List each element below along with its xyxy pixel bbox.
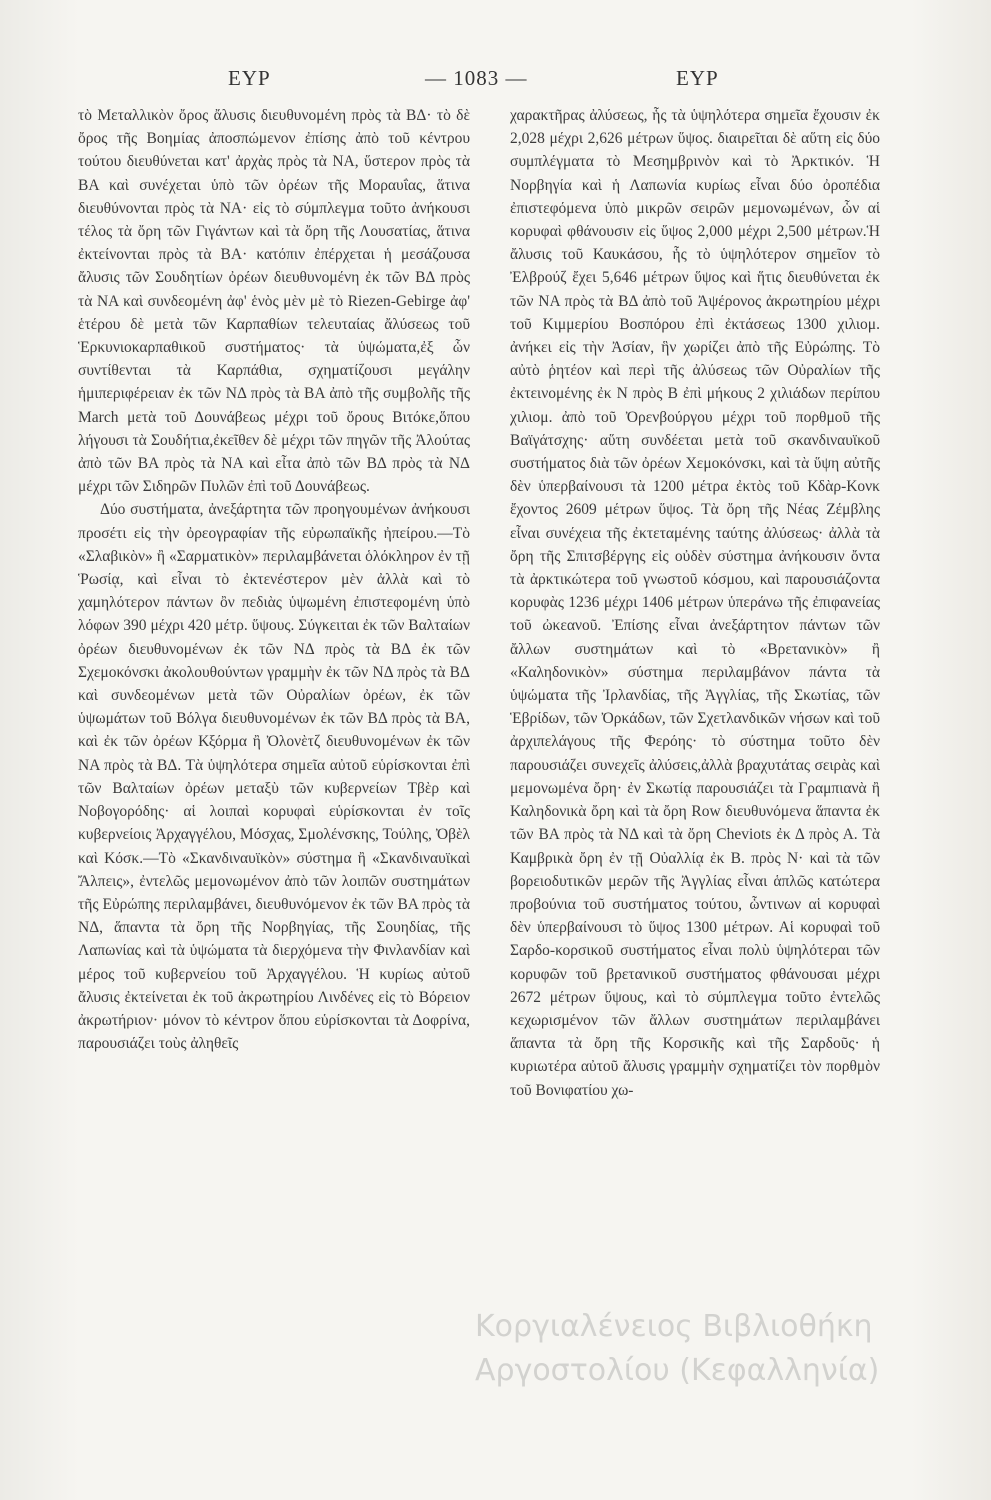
watermark-line: Κοργιαλένειος Βιβλιοθήκη	[475, 1309, 873, 1344]
watermark-line: Αργοστολίου (Κεφαλληνία)	[475, 1353, 880, 1388]
running-header	[0, 66, 991, 96]
header-right-guideword: ΕΥΡ	[676, 66, 719, 90]
paragraph: χαρακτῆρας ἀλύσεως, ἧς τὰ ὑψηλότερα σημεῖα ἔχουσιν ἐκ 2,028 μέχρι 2,626 μέτρων ὕψος. διαιρεῖται δὲ αὕτη εἰς δύο συμπλέγματα τὸ Μεσημβρινὸν καὶ τὸ Ἀρκτικόν. Ἡ Νορβηγία καὶ ἡ Λαπωνία κυρίως εἶναι δύο ὀροπέδια ἐπιστεφόμενα ὑπὸ μικρῶν σειρῶν μεμονωμένων, ὧν αἱ κορυφαὶ φθάνουσιν εἰς ὕψος 2,000 μέχρι 2,500 μέτρων.Ἡ ἄλυσις τοῦ Καυκάσου, ἧς τὸ ὑψηλότερον σημεῖον τὸ Ἐλβρούζ ἔχει 5,646 μέτρων ὕψος καὶ ἥτις διευθύνεται ἐκ τῶν ΝΑ πρὸς τὰ ΒΔ ἀπὸ τοῦ Ἀψέρονος ἀκρωτηρίου μέχρι τοῦ Κιμμερίου Βοσπόρου ἐπὶ ἐκτάσεως 1300 χιλιομ. ἀνήκει εἰς τὴν Ἀσίαν, ἣν χωρίζει ἀπὸ τῆς Εὐρώπης. Τὸ αὐτὸ ῥητέον καὶ περὶ τῆς ἀλύσεως τῶν Οὐραλίων τῆς ἐκτεινομένης ἐκ Ν πρὸς Β ἐπὶ μήκους 2 χιλιάδων περίπου χιλιομ. ἀπὸ τοῦ Ὀρενβούργου μέχρι τοῦ πορθμοῦ τῆς Βαϊγάτσχης· αὕτη συνδέεται μετὰ τοῦ σκανδιναυϊκοῦ συστήματος διὰ τῶν ὀρέων Χεμοκόνσκι, καὶ τὰ ὕψη αὐτῆς δὲν ὑπερβαίνουσι τὰ 1200 μέτρα ἐκτὸς τοῦ Κδὰρ-Κονκ ἔχοντος 2609 μέτρων ὕψος. Τὰ ὄρη τῆς Νέας Ζέμβλης εἶναι συνέχεια τῆς ἐκτεταμένης ταύτης ἀλύσεως· ἀλλὰ τὰ ὄρη τῆς Σπιτσβέργης εἰς οὐδὲν σύστημα ἀνήκουσιν ὄντα τὰ ἀρκτικώτερα τοῦ γνωστοῦ κόσμου, καὶ παρουσιάζοντα κορυφὰς 1236 μέχρι 1406 μέτρων ὑπεράνω τῆς ἐπιφανείας τοῦ ὠκεανοῦ. Ἐπίσης εἶναι ἀνεξάρτητον πάντων τῶν ἄλλων συστημάτων καὶ τὸ «Βρετανικὸν» ἢ «Καληδονικὸν» σύστημα περιλαμβάνον πάντα τὰ ὑψώματα τῆς Ἰρλανδίας, τῆς Ἀγγλίας, τῆς Σκωτίας, τῶν Ἑβρίδων, τῶν Ὀρκάδων, τῶν Σχετλανδικῶν νήσων καὶ τοῦ ἀρχιπελάγους τῆς Φερόης· τὸ σύστημα τοῦτο δὲν παρουσιάζει συνεχεῖς ἀλύσεις,ἀλλὰ βραχυτάτας σειρὰς καὶ μεμονωμένα ὄρη· ἐν Σκωτίᾳ παρουσιάζει τὰ Γραμπιανὰ ἢ Καληδονικὰ ὄρη καὶ τὰ ὄρη Row διευθυνόμενα ἅπαντα ἐκ τῶν ΒΑ πρὸς τὰ ΝΔ καὶ τὰ ὄρη Cheviots ἐκ Δ πρὸς Α. Τὰ Καμβρικὰ ὄρη ἐν τῇ Οὐαλλίᾳ ἐκ Β. πρὸς Ν· καὶ τὰ τῶν βορειοδυτικῶν μερῶν τῆς Ἀγγλίας εἶναι ἁπλῶς κατώτερα προβούνια τοῦ συστήματος τούτου, ὧντινων αἱ κορυφαὶ δὲν ὑπερβαίνουσι τὸ ὕψος 1300 μέτρων. Αἱ κορυφαὶ τοῦ Σαρδο-κορσικοῦ συστήματος εἶναι πολὺ ὑψηλότεραι τῶν κορυφῶν τοῦ βρετανικοῦ συστήματος φθάνουσαι μέχρι 2672 μέτρων ὕψους, καὶ τὸ σύμπλεγμα τοῦτο ἐντελῶς κεχωρισμένον τῶν ἄλλων συστημάτων περιλαμβάνει ἅπαντα τὰ ὄρη τῆς Κορσικῆς καὶ τῆς Σαρδοῦς· ἡ κυριωτέρα αὐτοῦ ἄλυσις γραμμὴν σχηματίζει τὸν πορθμὸν τοῦ Βονιφατίου χω-	[510, 107, 880, 1099]
right-text-column	[510, 104, 880, 1102]
left-text-column	[78, 104, 470, 1055]
page-number: — 1083 —	[425, 66, 528, 90]
header-left-guideword: ΕΥΡ	[228, 66, 271, 90]
paragraph: Δύο συστήματα, ἀνεξάρτητα τῶν προηγουμένων ἀνήκουσι προσέτι εἰς τὴν ὀρεογραφίαν τῆς εὐρωπαϊκῆς ἠπείρου.—Τὸ «Σλαβικὸν» ἢ «Σαρματικὸν» περιλαμβάνεται ὁλόκληρον ἐν τῇ Ῥωσίᾳ, καὶ εἶναι τὸ ἐκτενέστερον μὲν ἀλλὰ καὶ τὸ χαμηλότερον πάντων ὂν πεδιὰς ὑψωμένη ἐπιστεφομένη ὑπὸ λόφων 390 μέχρι 420 μέτρ. ὕψους. Σύγκειται ἐκ τῶν Βαλταίων ὀρέων διευθυνομένων ἐκ τῶν ΝΔ πρὸς τὰ ΒΔ ἐκ τῶν Σχεμοκόνσκι ἀκολουθούντων γραμμὴν ἐκ τῶν ΝΔ πρὸς τὰ ΒΔ καὶ συνδεομένων μετὰ τῶν Οὐραλίων ὀρέων, ἐκ τῶν ὑψωμάτων τοῦ Βόλγα διευθυνομένων ἐκ τῶν ΒΔ πρὸς τὰ ΒΑ, καὶ ἐκ τῶν ὀρέων Κξόρμα ἢ Ὀλονὲτζ διευθυνομένων ἐκ τῶν ΝΑ πρὸς τὰ ΒΔ. Τὰ ὑψηλότερα σημεῖα αὐτοῦ εὑρίσκονται ἐπὶ τῶν Βαλταίων ὀρέων μεταξὺ τῶν κυβερνείων Τβὲρ καὶ Νοβογορόδης· αἱ λοιπαὶ κορυφαὶ εὑρίσκονται ἐν τοῖς κυβερνείοις Ἀρχαγγέλου, Μόσχας, Σμολένσκης, Τούλης, Ὀβὲλ καὶ Κόσκ.—Τὸ «Σκανδιναυϊκὸν» σύστημα ἢ «Σκανδιναυϊκαὶ Ἄλπεις», ἐντελῶς μεμονωμένον ἀπὸ τῶν λοιπῶν συστημάτων τῆς Εὐρώπης περιλαμβάνει, διευθυνόμενον ἐκ τῶν ΒΑ πρὸς τὰ ΝΔ, ἅπαντα τὰ ὄρη τῆς Νορβηγίας, τῆς Σουηδίας, τῆς Λαπωνίας καὶ τὰ ὑψώματα τὰ διερχόμενα τὴν Φινλανδίαν καὶ μέρος τοῦ κυβερνείου τοῦ Ἀρχαγγέλου. Ἡ κυρίως αὐτοῦ ἄλυσις ἐκτείνεται ἐκ τοῦ ἀκρωτηρίου Λινδένες εἰς τὸ Βόρειον ἀκρωτήριον· μόνον τὸ κέντρον ὅπου εὑρίσκονται τὰ Δοφρίνα, παρουσιάζει τοὺς ἀληθεῖς	[78, 501, 470, 1053]
paragraph: τὸ Μεταλλικὸν ὄρος ἄλυσις διευθυνομένη πρὸς τὰ ΒΔ· τὸ δὲ ὄρος τῆς Βοημίας ἀποσπώμενον ἐπίσης ἀπὸ τοῦ κέντρου τούτου διευθύνεται κατ' ἀρχὰς πρὸς τὰ ΝΑ, ὕστερον πρὸς τὰ ΒΑ καὶ συνέχεται ὑπὸ τῶν ὀρέων τῆς Μοραυΐας, ἅτινα διευθύνονται πρὸς τὰ ΝΑ· εἰς τὸ σύμπλεγμα τοῦτο ἀνήκουσι τέλος τὰ ὄρη τῶν Γιγάντων καὶ τὰ ὄρη τῆς Λουσατίας, ἅτινα ἐκτείνονται πρὸς τὰ ΒΑ· κατόπιν ἐπέρχεται ἡ μεσάζουσα ἄλυσις τῶν Σουδητίων ὀρέων διευθυνομένη ἐκ τῶν ΒΔ πρὸς τὰ ΝΑ καὶ συνδεομένη ἀφ' ἑνὸς μὲν μὲ τὸ Riezen-Gebirge ἀφ' ἑτέρου δὲ μετὰ τῶν Καρπαθίων τελευταίας ἄλύσεως τοῦ Ἑρκυνιοκαρπαθικοῦ συστήματος· τὰ ὑψώματα,ἐξ ὧν συντίθενται τὰ Καρπάθια, σχηματίζουσι μεγάλην ἡμιπεριφέρειαν ἐκ τῶν ΝΔ πρὸς τὰ ΒΑ ἀπὸ τῆς συμβολῆς τῆς March μετὰ τοῦ Δουνάβεως μέχρι τοῦ ὄρους Βιτόκε,ὅπου λήγουσι τὰ Σουδήτια,ἐκεῖθεν δὲ μέχρι τῶν πηγῶν τῆς Ἀλούτας ἀπὸ τῶν ΒΑ πρὸς τὰ ΝΑ καὶ εἶτα ἀπὸ τῶν ΒΔ πρὸς τὰ ΝΔ μέχρι τῶν Σιδηρῶν Πυλῶν ἐπὶ τοῦ Δουνάβεως.	[78, 107, 470, 496]
library-watermark	[475, 1305, 991, 1393]
